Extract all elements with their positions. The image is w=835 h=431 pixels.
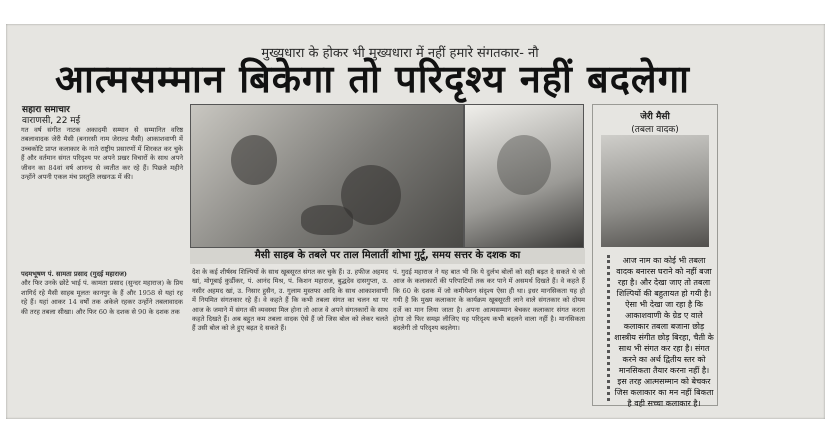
- article-column-1-continued: [21, 270, 183, 398]
- article-kicker: मुख्यधारा के होकर भी मुख्यधारा में नहीं हमारे संगतकार- नौ: [261, 46, 539, 61]
- photo-portrait-face: [497, 135, 551, 195]
- sidebar-profile-box: [592, 104, 718, 406]
- byline-source: सहारा समाचार: [22, 105, 70, 115]
- photo-tabla-drums: [301, 205, 353, 235]
- photo-figure-musician: [231, 135, 277, 185]
- byline-dateline: वाराणसी, 22 मई: [22, 116, 81, 126]
- sidebar-portrait-photo: [601, 135, 709, 247]
- sidebar-name: जेरी मैसी: [640, 112, 670, 122]
- photo-jerry-massey-portrait: [464, 104, 584, 248]
- article-column-3: पं. गुदई महाराज ने यह बात भी कि ये दुर्लभ बोलों को सही बढ़त दे सकते थे जो आज के कलाकारों की परिपाटियों तक कर पाने में असमर्थ दिखते हैं। वे कहते हैं कि 60 के दशक में जो कमीयेशन संदृश्य ऐसा ही था। इधर मानसिकता यह हो गयी है कि मुख्य कलाकार के कार्यक्रम खूबसूरती लाने वाले संगतकार को दोयम दर्जे का मान लिया जाता है। अपना आत्मसम्मान बेचकर कलाकार संगत करता होगा तो फिर समझ लीजिए यह परिदृश्य कभी बदलने वाला नहीं है। मानसिकता बदलेगी तो परिदृश्य बदलेगा।: [393, 268, 585, 333]
- article-column-1: गत वर्ष संगीत नाटक अकादमी सम्मान से सम्मानित वरिष्ठ तबलावादक जेरी मैसी (बनारसी नाम जेराल्ड मैसी) आकाशवाणी में उच्चकोटि प्राप्त कलाकार के नाते राष्ट्रीय प्रसारणों में शिरकत कर चुके हैं और वर्तमान संगत परिदृश्य पर अपने प्रखर विचारों के साथ अपने जीवन का 84वां वर्ष आनन्द से व्यतीत कर रहे हैं। पिछले महीने उन्होंने अपनी एकल मंच प्रस्तुति लखनऊ में की।: [21, 126, 183, 182]
- photo-caption: मैसी साहब के तबले पर ताल मिलातीं शोभा गुर्टू, समय सत्तर के दशक का: [190, 248, 585, 264]
- sidebar-quote: आज नाम का कोई भी तबला वादक बनारस घराने को नहीं बजा रहा है। और देखा जाए तो तबला शिल्पियों की बहुतायत हो गयी है। ऐसा भी देखा जा रहा है कि आकाशवाणी के ग्रेड ए वाले कलाकार तबला बजाना छोड़ शास्त्रीय संगीत छोड़ बिरहा, चैती के साथ भी संगत कर रहा है। संगत करने का अर्थ द्वितीय स्तर को मानसिकता तैयार करना नहीं है। इस तरह आत्मसम्मान को बेचकर जिस कलाकार का मन नहीं बिकता है वही सच्चा कलाकार है।: [607, 255, 714, 401]
- sidebar-role: (तबला वादक): [631, 125, 679, 135]
- article-column-1-body: और फिर उनके छोटे भाई पं. कामता प्रसाद (सुन्दर महाराज) के प्रिय शागिर्द रहे मैसी साहब मूलतः कानपुर के हैं और 1958 से यहां रह रहे हैं। यहां आकर 14 वर्षों तक अकेले रहकर उन्होंने तबलावादक की तरह तबला सीखा। और फिर 60 के दशक से 90 के दशक तक: [21, 279, 183, 316]
- photo-tabla-performance: [190, 104, 464, 248]
- article-subhead: पदमभूषण पं. सामता प्रसाद (गुदई महाराज): [21, 270, 128, 278]
- article-column-2: देश के कई शीर्षस्थ शिल्पियों के साथ खूबसूरत संगत कर चुके हैं। उ. हफीज अहमद खां, मोगूबाई कुर्डीकर, पं. आनंद मिश्र, पं. किशन महाराज, बुद्धदेव दासगुप्ता, उ. नसीर अहमद खां, उ. निसार हुसैन, उ. गुलाम मुस्तफा आदि के साथ आकाशवाणी में नियमित संगतकार रहे हैं। वे कहते हैं कि कभी तबला संगत का चलन था पर आज के जमाने में संगत की व्यवस्था मिल होना तो आज वे अपने संगतकारों के साथ कहते दिखते हैं। अब बहुत कम तबला वादक ऐसे हैं जो जिस बोल को लेकर चलते हैं उसी बोल को ले हुए बढ़त दे सकते हैं।: [192, 268, 388, 333]
- article-headline: आत्मसम्मान बिकेगा तो परिदृश्य नहीं बदलेगा: [55, 57, 690, 101]
